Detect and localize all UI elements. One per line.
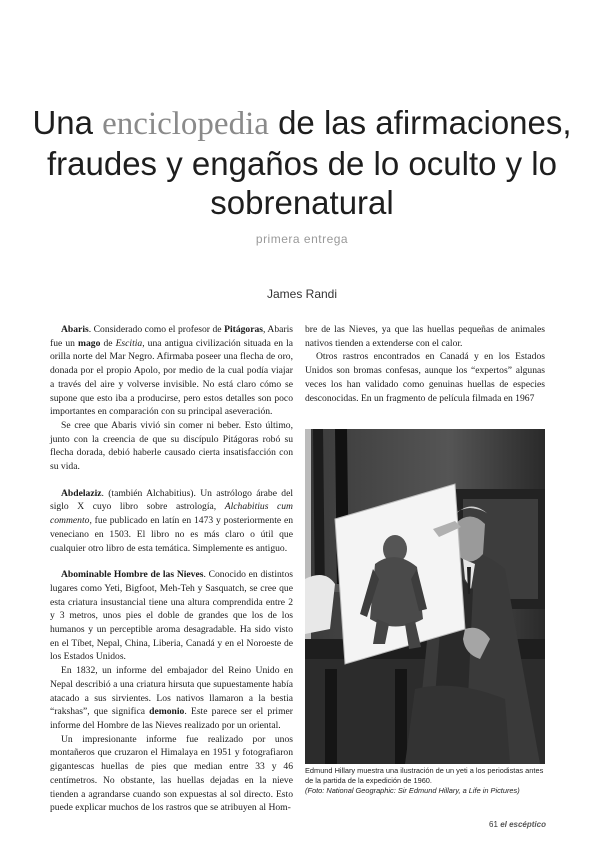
article-author: James Randi [266,287,338,301]
entry-term: Abominable Hombre de las Nieves [61,569,204,581]
entry-text: , Abaris fue un [50,324,293,349]
entry-text: , una antigua civilización situada en la orilla norte del Mar Negro. Afirmaba poseer una flecha de oro, donada por el propio Apolo, por medio de la cual podía viajar a través del aire y volverse invisible. No está claro cómo se supone que esto iba a producirse, pero estos detalles son poco importantes en comparación con su principal aseveración. [50,337,293,418]
paragraph: Otros rastros encontrados en Canadá y en los Estados Unidos son bromas confesas, aunque los “expertos” algunas veces los han validado como genuinas huellas de especies desconocidas. En un fragmento de película filmada en 1967 [305,351,545,404]
entry-bold: demonio [149,706,185,718]
entry-term: Abaris [61,324,89,335]
entry-italic: Alchabitius cum commento [50,501,293,527]
paragraph: Un impresionante informe fue realizado por unos montañeros que cruzaron el Himalaya en 1951 y fotografiaron gigantescas huellas de pies que median entre 33 y 46 centímetros. No obstante, las huellas dejadas en la nieve tienden a agrandarse cuando son expuestas al sol directo. Esto puede explicar muchos de los rastros que se atribuyen al Hom- [50,733,293,814]
page-footer [489,820,546,829]
entry-text: . Considerado como el profesor de [88,324,225,335]
paragraph: bre de las Nieves, ya que las huellas pequeñas de animales nativos tienden a extenderse con el calor. [305,324,545,349]
text-column-left [50,323,293,815]
title-highlight: enciclopedia [102,106,269,142]
entry-text: . (también Alchabitius). Un astrólogo árabe del siglo X cuyo libro sobre astrología, [50,487,293,513]
entry-bold: mago [77,337,101,349]
entry-abaris [50,323,293,419]
caption-credit: (Foto: National Geographic: Sir Edmund Hillary, a Life in Pictures) [305,786,520,795]
page-number: 61 [489,820,498,829]
caption-text: Edmund Hillary muestra una ilustración de un yeti a los periodistas antes de la partida de la expedición de 1960. [305,766,544,785]
paragraph: Se cree que Abaris vivió sin comer ni beber. Esto último, junto con la creencia de que su discípulo Pitágoras robó su flecha dorada, debió haberle causado cierta insatisfacción con su vida. [50,419,293,473]
entry-term: Abdelaziz [61,487,102,499]
magazine-name: el escéptico [500,820,546,829]
entry-text: . Este parece ser el primer informe del Hombre de las Nieves realizado por un oriental. [50,706,293,731]
entry-bold: Pitágoras [224,324,263,335]
text-column-right [305,323,545,405]
article-subtitle: primera entrega [255,232,349,246]
photo-hillary-yeti [305,429,545,764]
entry-text: En 1832, un informe del embajador del Reino Unido en Nepal describió a una criatura hirsuta que supuestamente había atacado a sus sirvientes. Los nativos llamaron a la bestia “rakshas”, que significa [50,665,293,718]
title-part-2: de las afirmaciones, fraudes y engaños de lo oculto y lo sobrenatural [46,104,572,221]
entry-text: . Conocido en distintos lugares como Yeti, Bigfoot, Meh-Teh y Sasquatch, se cree que esta criatura insustancial tiene una altura comprendida entre 2 y 3 metros, unos pies el doble de grandes que los de los humanos y un perceptible aroma desagradable. Ha sido visto en el Tíbet, Nepal, China, Liberia, Canadá y en el Noroeste de los Estados Unidos. [50,569,293,663]
entry-abominable [50,568,293,664]
title-part-1: Una [32,104,103,141]
entry-abdelaziz [50,487,293,556]
article-title [0,103,604,222]
entry-text: , fue publicado en latín en 1473 y posteriormente en veneciano en 1503. El libro no es más claro o útil que cualquier otro libro de esta temática. Simplemente es antiguo. [50,515,293,554]
entry-italic: Escitia [115,337,143,349]
photo-caption [305,766,550,796]
entry-text: de [100,337,116,349]
paragraph [50,664,293,733]
